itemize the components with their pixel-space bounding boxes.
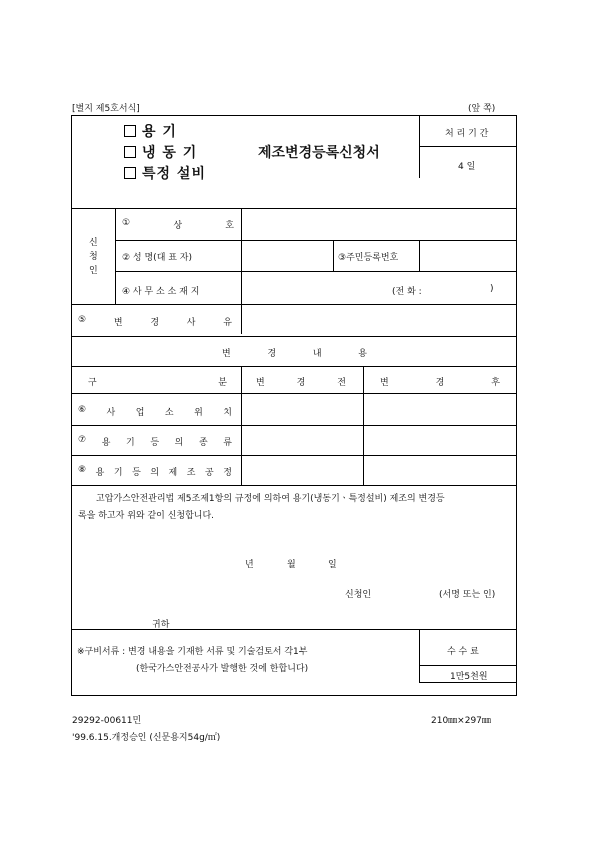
- container-checkbox[interactable]: [124, 125, 136, 137]
- trade-name-field[interactable]: [242, 211, 517, 238]
- form-number: [별지 제5호서식]: [72, 104, 140, 114]
- date-year: 년: [245, 560, 254, 570]
- phone-label: (전 화 :: [392, 287, 422, 297]
- form-title: 제조변경등록신청서: [258, 145, 380, 161]
- change-reason-label: ⑤ 변 경 사 유: [78, 315, 232, 328]
- change-content-title: 변 경 내 용: [222, 349, 367, 359]
- application-form: [71, 115, 517, 696]
- representative-name-label: ② 성 명(대 표 자): [122, 253, 193, 263]
- approval-note: '99.6.15.개정승인 (신문용지54g/㎡): [72, 733, 221, 743]
- paper-size: 210㎜×297㎜: [431, 716, 491, 726]
- row-manufacturing-process: ⑧ 용 기 등 의 제 조 공 정: [78, 465, 232, 478]
- trade-name-label: ① 상 호: [122, 218, 234, 231]
- applicant-side-label: 신 청 인: [89, 238, 98, 276]
- row-container-type: ⑦ 용 기 등 의 종 류: [78, 435, 232, 448]
- recipient-label: 귀하: [152, 620, 170, 630]
- refrigerator-checkbox[interactable]: [124, 146, 136, 158]
- row-business-location: ⑥ 사 업 소 위 치: [78, 405, 232, 418]
- fee-value: 1만5천원: [450, 672, 488, 682]
- option-container: 용 기: [124, 121, 177, 141]
- date-month: 월: [287, 560, 296, 570]
- col-after-change: 변 경 후: [380, 378, 500, 388]
- option-special-equipment: 특정 설비: [124, 163, 206, 183]
- statement-line2: 록을 하고자 위와 같이 신청합니다.: [78, 511, 215, 521]
- option-refrigerator: 냉 동 기: [124, 142, 197, 162]
- page-side: (앞 쪽): [468, 104, 496, 114]
- col-category: 구 분: [88, 378, 227, 388]
- processing-period-value: 4 일: [458, 162, 476, 172]
- fee-label: 수 수 료: [447, 647, 479, 657]
- statement-line1: 고압가스안전관리법 제5조제1항의 규정에 의하여 용기(냉동기ㆍ특정설비) 제조의 변경등: [96, 494, 445, 504]
- office-address-field[interactable]: [242, 273, 517, 303]
- required-documents-note: (한국가스안전공사가 발행한 것에 한합니다): [136, 664, 309, 674]
- representative-name-field[interactable]: [242, 242, 332, 270]
- office-address-label: ④ 사 무 소 소 재 지: [122, 287, 200, 297]
- date-day: 일: [328, 560, 337, 570]
- change-reason-field[interactable]: [242, 306, 517, 335]
- special-equipment-checkbox[interactable]: [124, 167, 136, 179]
- processing-period-label: 처 리 기 간: [445, 129, 489, 139]
- signature-label: (서명 또는 인): [439, 590, 496, 600]
- resident-number-field[interactable]: [420, 242, 517, 270]
- phone-close: ): [490, 284, 494, 294]
- applicant-sign-label: 신청인: [345, 590, 372, 600]
- col-before-change: 변 경 전: [256, 378, 346, 388]
- resident-number-label: ③주민등록번호: [338, 253, 399, 263]
- required-documents: ※구비서류 : 변경 내용을 기재한 서류 및 기술검토서 각1부: [77, 647, 308, 657]
- form-code: 29292-00611민: [72, 716, 142, 726]
